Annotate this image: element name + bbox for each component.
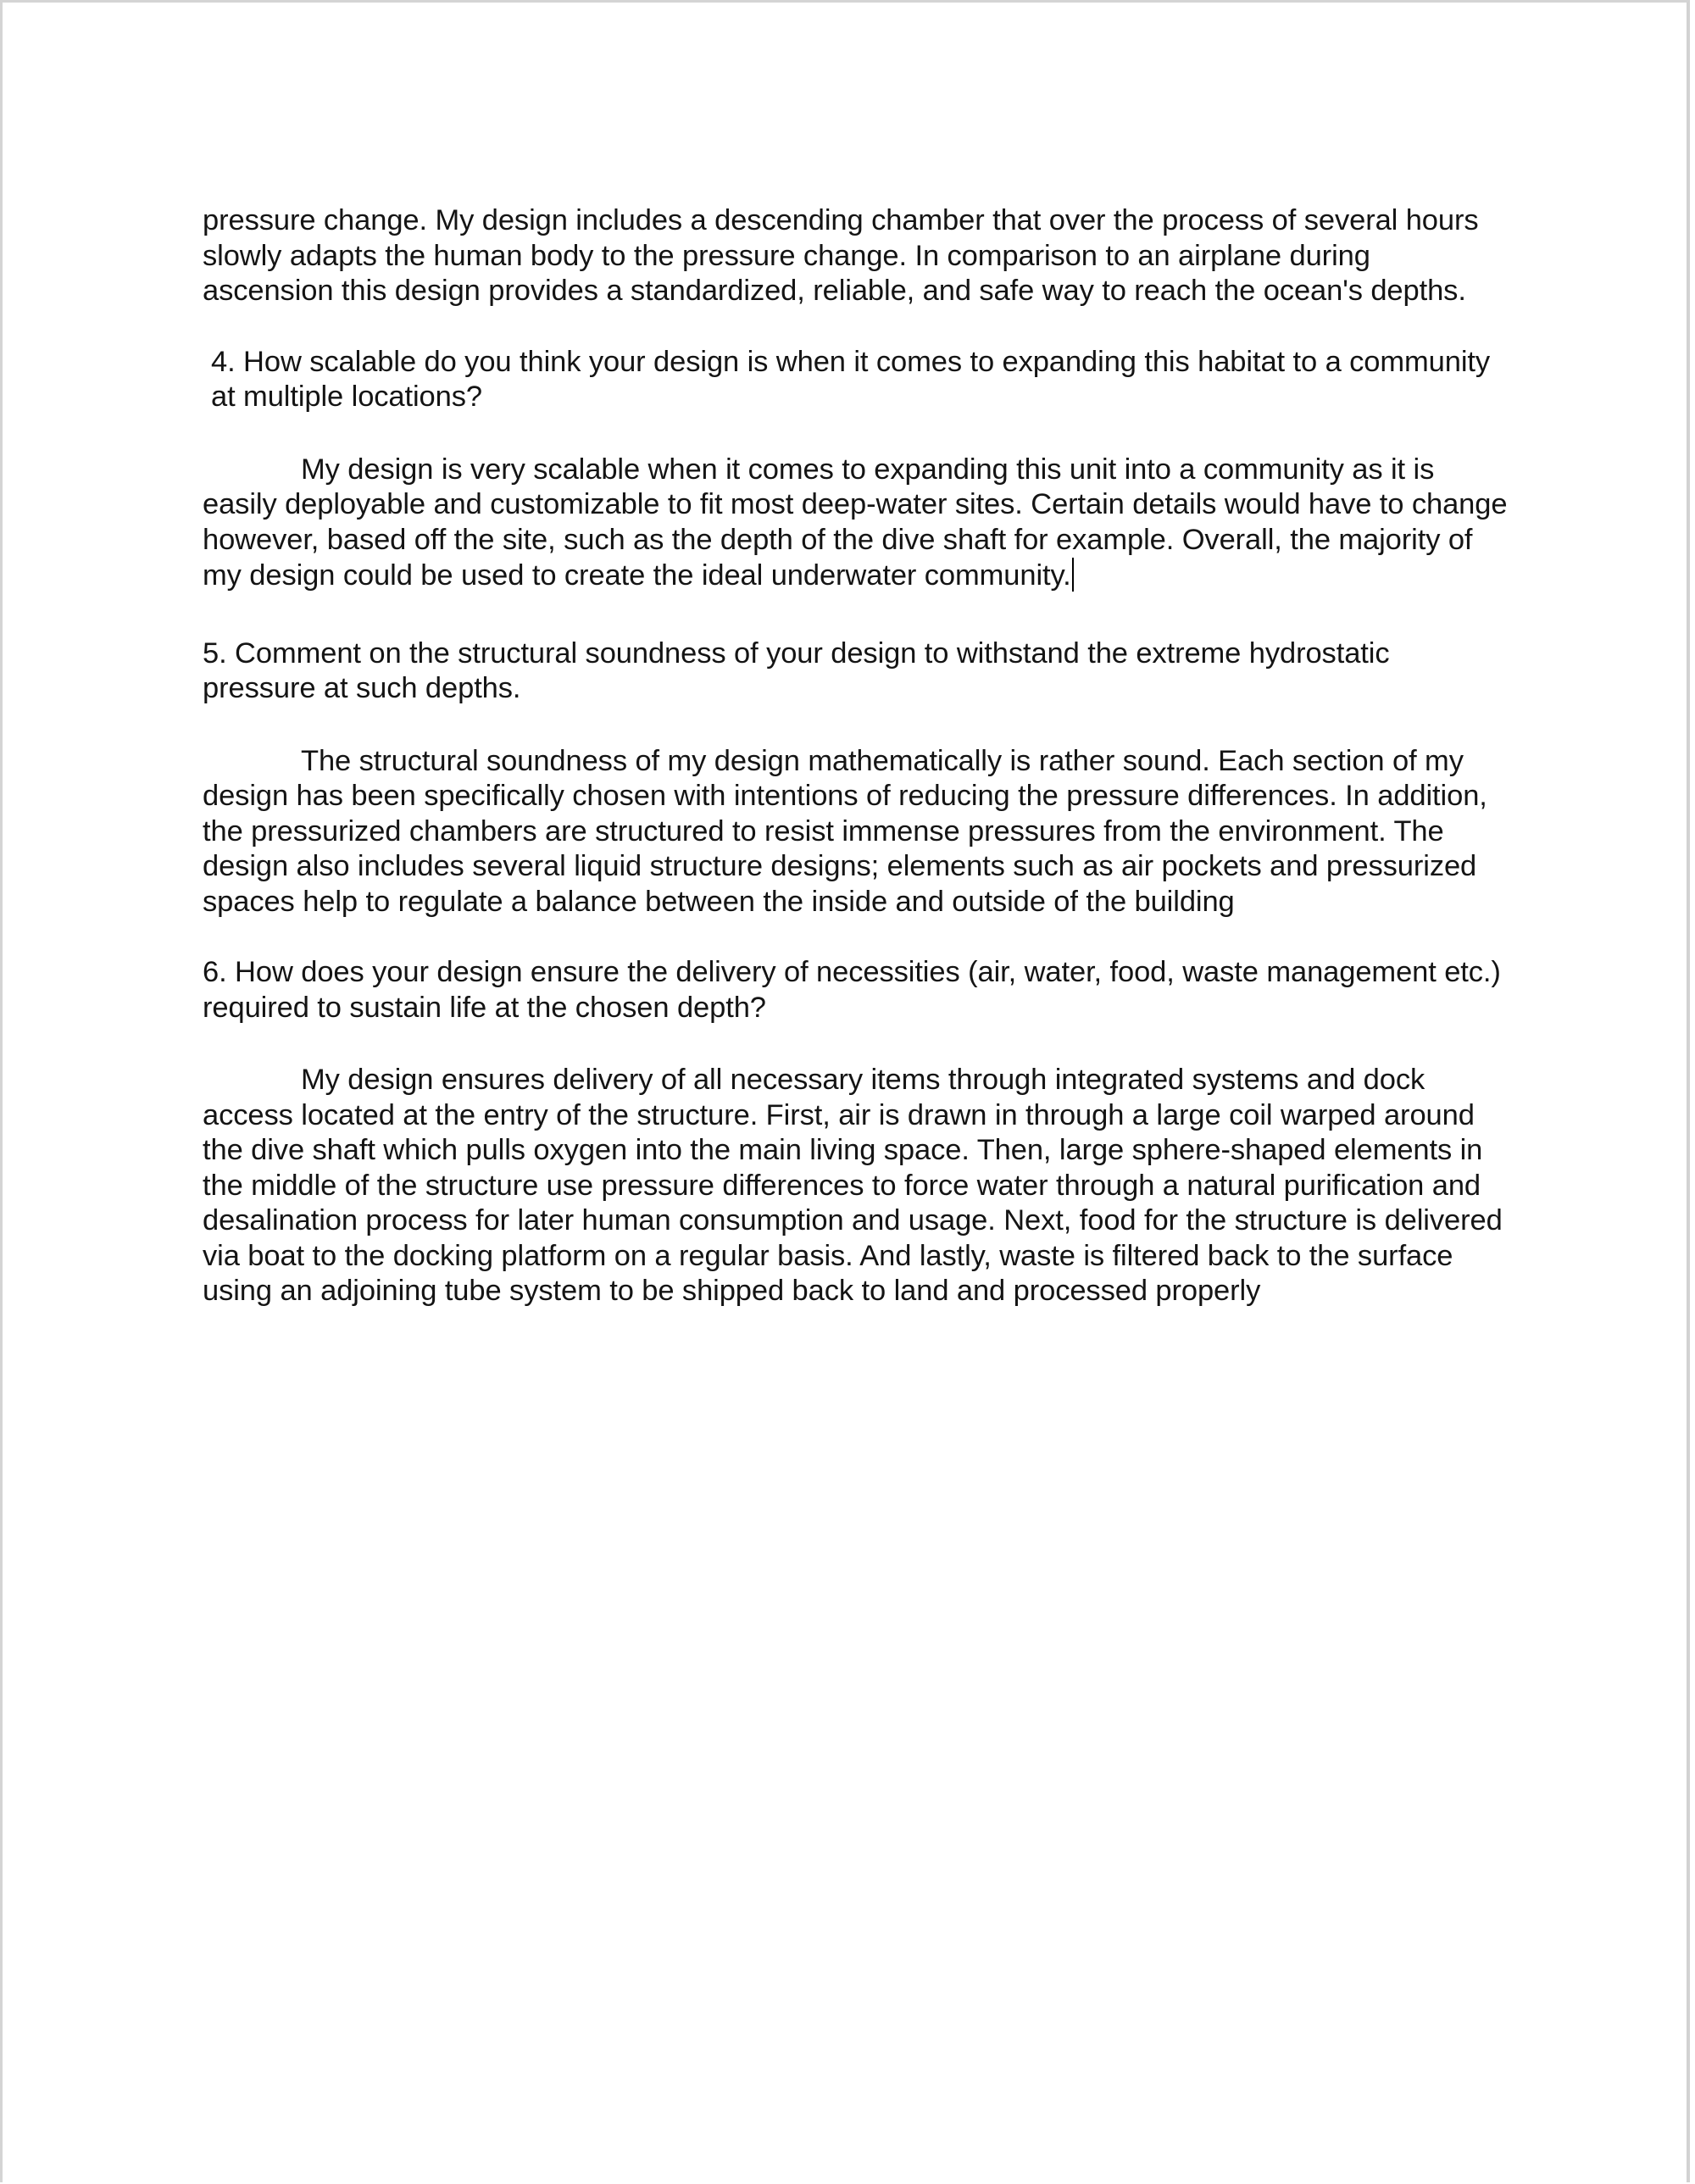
answer-6: My design ensures delivery of all necessary items through integrated systems and dock access located at the entry of the structure. First, air is drawn in through a large coil warped around the dive shaft which pulls oxygen into the main living space. Then, large sphere-shaped elements in the middle of the structure use pressure differences to force water through a natural purification and desalination process for later human consumption and usage. Next, food for the structure is delivered via boat to the docking platform on a regular basis. And lastly, waste is filtered back to the surface using an adjoining tube system to be shipped back to land and processed properly xyxy=(203,1064,1503,1307)
question-6: 6. How does your design ensure the delivery of necessities (air, water, food, waste management etc.) required to sustain life at the chosen depth? xyxy=(203,956,1501,1024)
question-4: 4. How scalable do you think your design is when it comes to expanding this habitat to a community at multiple locations? xyxy=(211,345,1491,413)
answer-4-text: My design is very scalable when it comes to expanding this unit into a community as it is easily deployable and customizable to fit most deep-water sites. Certain details would have to change however, based off the site, such as the depth of the dive shaft for example. Overall, the majority of my design could be used to create the ideal underwater community. xyxy=(203,453,1508,592)
question-5: 5. Comment on the structural soundness of your design to withstand the extreme hydrostatic pressure at such depths. xyxy=(203,636,1390,704)
text-cursor xyxy=(1072,558,1074,592)
answer-4 xyxy=(203,453,1508,594)
document-body[interactable] xyxy=(203,203,1508,1309)
answer-5: The structural soundness of my design mathematically is rather sound. Each section of my design has been specifically chosen with intentions of reducing the pressure differences. In addition, the pressurized chambers are structured to resist immense pressures from the environment. The design also includes several liquid structure designs; elements such as air pockets and pressurized spaces help to regulate a balance between the inside and outside of the building xyxy=(203,744,1487,918)
paragraph-continuation: pressure change. My design includes a descending chamber that over the process of several hours slowly adapts the human body to the pressure change. In comparison to an airplane during ascension this design provides a standardized, reliable, and safe way to reach the ocean's depths. xyxy=(203,204,1479,307)
